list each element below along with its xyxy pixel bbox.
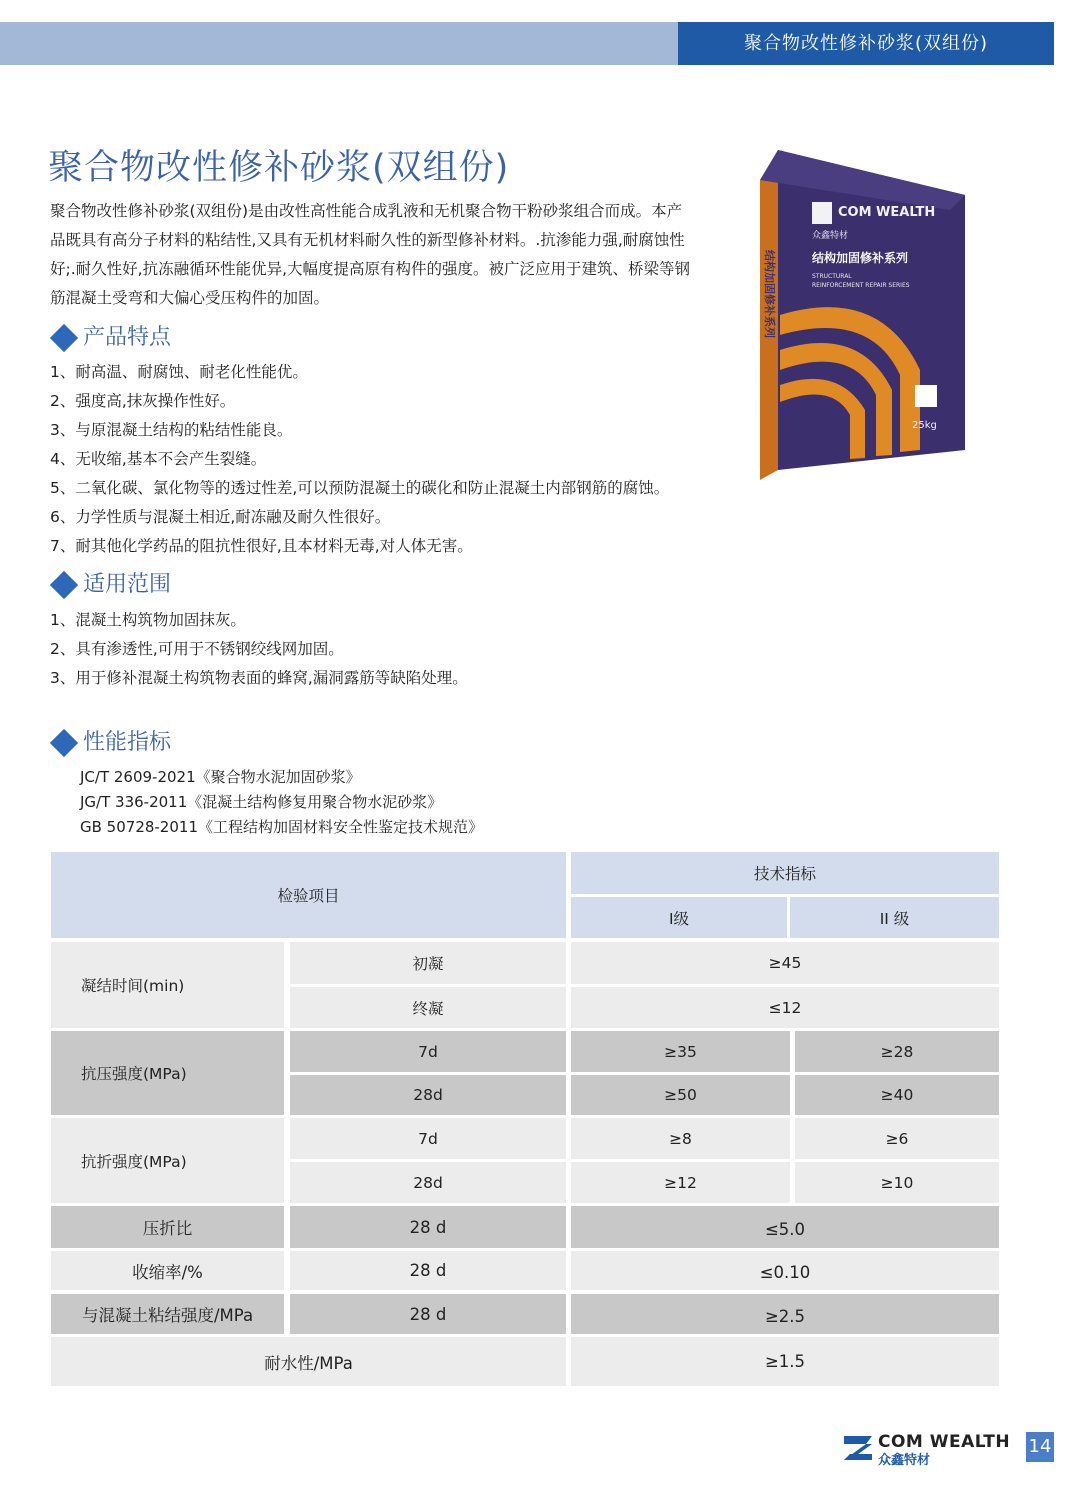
standard-item: GB 50728-2011《工程结构加固材料安全性鉴定技术规范》 [80,818,483,836]
list-item: 1、耐高温、耐腐蚀、耐老化性能优。 [50,363,308,381]
footer-brand: COM WEALTH [878,1432,1011,1452]
list-item: 2、具有渗透性,可用于不锈钢绞线网加固。 [50,640,344,658]
bag-brand-cn: 众鑫特材 [812,231,849,241]
bag-logo-icon [812,202,832,224]
header-bar [0,22,678,65]
row-sub: 28 d [290,1294,566,1334]
row-value: ≤5.0 [571,1206,999,1248]
row-sub: 终凝 [290,987,566,1028]
scope-list [50,606,468,693]
row-value: ≤12 [571,987,999,1028]
product-bag-image [760,150,980,490]
row-value: ≥1.5 [571,1337,999,1386]
list-item: 4、无收缩,基本不会产生裂缝。 [50,450,267,468]
row-sub: 7d [290,1031,566,1072]
bag-side-text: 结构加固修补系列 [763,250,776,338]
row-label-bond: 与混凝土粘结强度/MPa [51,1294,284,1334]
list-item: 1、混凝土构筑物加固抹灰。 [50,611,246,629]
standard-item: JG/T 336-2011《混凝土结构修复用聚合物水泥砂浆》 [80,793,443,811]
diamond-icon [50,729,78,757]
row-label-shrink: 收缩率/% [51,1251,284,1290]
list-item: 3、用于修补混凝土构筑物表面的蜂窝,漏洞露筋等缺陷处理。 [50,669,468,687]
header-tag: 聚合物改性修补砂浆(双组份) [678,22,1054,65]
page-number: 14 [1026,1432,1054,1462]
diamond-icon [50,571,78,599]
row-value: ≥2.5 [571,1294,999,1334]
row-value: ≥12 [571,1162,790,1203]
standard-item: JC/T 2609-2021《聚合物水泥加固砂浆》 [80,768,361,786]
section-title: 适用范围 [83,572,172,597]
section-title: 性能指标 [83,730,172,755]
row-value: ≥50 [571,1075,790,1115]
standards-list [80,765,483,840]
bag-series-en2: REINFORCEMENT REPAIR SERIES [812,282,910,289]
bag-series: 结构加固修补系列 [812,251,909,265]
list-item: 5、二氧化碳、氯化物等的透过性差,可以预防混凝土的碳化和防止混凝土内部钢筋的腐蚀。 [50,479,670,497]
row-value: ≥28 [795,1031,999,1072]
row-value: ≥35 [571,1031,790,1072]
row-value: ≥6 [795,1118,999,1159]
intro-paragraph: 聚合物改性修补砂浆(双组份)是由改性高性能合成乳液和无机聚合物干粉砂浆组合而成。本产品既具有高分子材料的粘结性,又具有无机材料耐久性的新型修补材料。.抗渗能力强,耐腐蚀性好;.耐久性好,抗冻融循环性能优异,大幅度提高原有构件的强度。被广泛应用于建筑、桥梁等钢筋混凝土受弯和大偏心受压构件的加固。 [50,202,691,307]
row-label-setting: 凝结时间(min) [51,942,284,1028]
table-header-grade2: II 级 [790,897,999,938]
diamond-icon [50,324,78,352]
row-value: ≤0.10 [571,1251,999,1290]
row-value: ≥45 [571,942,999,984]
row-label-flex: 抗折强度(MPa) [51,1118,284,1203]
bag-brand: COM WEALTH [838,205,936,220]
row-value: ≥8 [571,1118,790,1159]
page-title: 聚合物改性修补砂浆(双组份) [48,148,510,188]
footer-logo [842,1432,1022,1468]
row-sub: 初凝 [290,942,566,984]
table-header-tech: 技术指标 [571,852,999,894]
list-item: 3、与原混凝土结构的粘结性能良。 [50,421,293,439]
row-value: ≥10 [795,1162,999,1203]
row-value: ≥40 [795,1075,999,1115]
row-sub: 7d [290,1118,566,1159]
row-label-water: 耐水性/MPa [51,1337,566,1386]
table-header-item: 检验项目 [51,852,566,938]
row-label-compress: 抗压强度(MPa) [51,1031,284,1115]
qr-code-icon [915,385,937,407]
row-label-ratio: 压折比 [51,1206,284,1248]
list-item: 2、强度高,抹灰操作性好。 [50,392,236,410]
list-item: 7、耐其他化学药品的阻抗性很好,且本材料无毒,对人体无害。 [50,537,473,555]
bag-weight: 25kg [912,420,937,431]
features-list [50,358,669,561]
table-header-grade1: I级 [571,897,787,938]
list-item: 6、力学性质与混凝土相近,耐冻融及耐久性很好。 [50,508,391,526]
section-title: 产品特点 [83,325,172,350]
row-sub: 28d [290,1075,566,1115]
footer-brand-cn: 众鑫特材 [878,1453,931,1468]
row-sub: 28d [290,1162,566,1203]
row-sub: 28 d [290,1206,566,1248]
brand-logo-icon [842,1432,874,1464]
bag-series-en1: STRUCTURAL [812,273,852,280]
row-sub: 28 d [290,1251,566,1290]
